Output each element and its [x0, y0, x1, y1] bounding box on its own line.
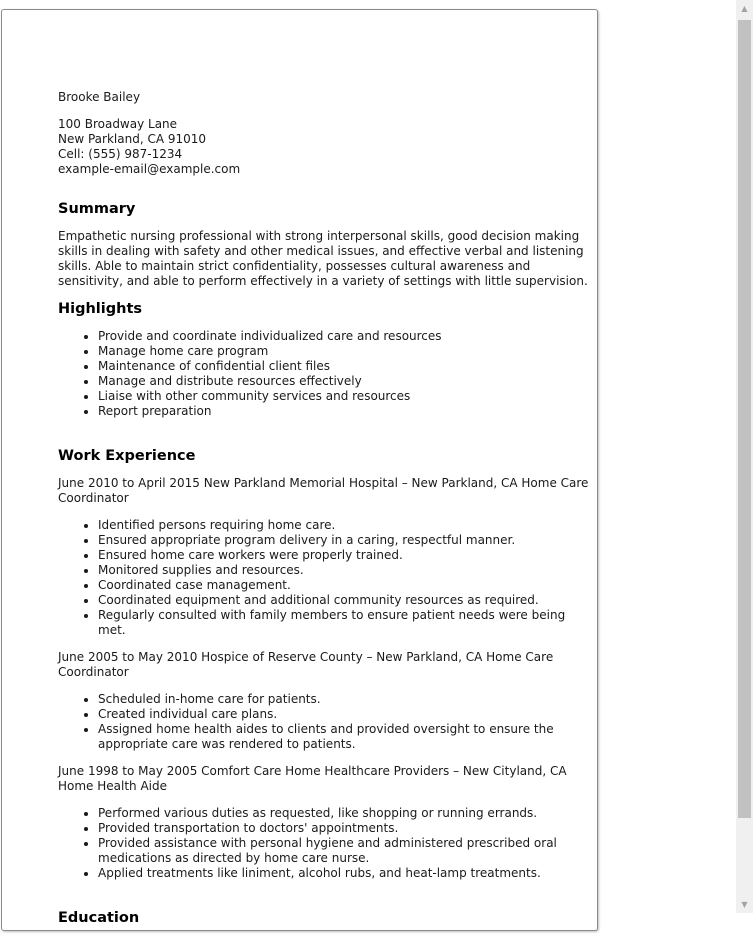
list-item: • Manage home care program: [98, 344, 590, 359]
job-bullets: [58, 518, 590, 638]
summary-text: Empathetic nursing professional with strong interpersonal skills, good decision making skills in dealing with safety and other medical issues, and effective verbal and listening skills. Able to maintain strict confidentiality, possesses cultural awareness and sensitivity, and able to perform effectively in a variety of settings with little supervision.: [58, 229, 588, 288]
scroll-up-arrow-icon[interactable]: ▲: [741, 4, 748, 13]
list-item: • Provided assistance with personal hygiene and administered prescribed oral medications as directed by home care nurse.: [98, 836, 590, 866]
highlights-list: [58, 329, 590, 419]
contact-city: New Parkland, CA 91010: [58, 132, 207, 146]
list-item: • Ensured appropriate program delivery in a caring, respectful manner.: [98, 533, 590, 548]
contact-info: [58, 117, 590, 177]
list-item: • Applied treatments like liniment, alcohol rubs, and heat-lamp treatments.: [98, 866, 590, 881]
list-item: • Provided transportation to doctors' appointments.: [98, 821, 590, 836]
list-item: • Manage and distribute resources effectively: [98, 374, 590, 389]
list-item: • Coordinated equipment and additional community resources as required.: [98, 593, 590, 608]
job-header: June 2005 to May 2010 Hospice of Reserve County – New Parkland, CA Home Care Coordinator: [58, 650, 554, 679]
vertical-scrollbar[interactable]: [736, 0, 753, 913]
job-header: June 1998 to May 2005 Comfort Care Home Healthcare Providers – New Cityland, CA Home Health Aide: [58, 764, 567, 793]
list-item: • Regularly consulted with family members to ensure patient needs were being met.: [98, 608, 590, 638]
job-bullets: [58, 692, 590, 752]
list-item: • Scheduled in-home care for patients.: [98, 692, 590, 707]
list-item: • Identified persons requiring home care.: [98, 518, 590, 533]
resume-page: [1, 9, 598, 931]
resume-content: [58, 90, 590, 938]
scroll-down-arrow-icon[interactable]: ▼: [741, 900, 748, 909]
list-item: • Ensured home care workers were properly trained.: [98, 548, 590, 563]
work-experience-heading: Work Experience: [58, 448, 196, 464]
list-item: • Assigned home health aides to clients and provided oversight to ensure the appropriate care was rendered to patients.: [98, 722, 590, 752]
education-heading: Education: [58, 910, 140, 926]
highlights-heading: Highlights: [58, 301, 143, 317]
summary-heading: Summary: [58, 201, 136, 217]
contact-street: 100 Broadway Lane: [58, 117, 178, 131]
list-item: • Performed various duties as requested, like shopping or running errands.: [98, 806, 590, 821]
job-header: June 2010 to April 2015 New Parkland Memorial Hospital – New Parkland, CA Home Care Coordinator: [58, 476, 589, 505]
list-item: • Coordinated case management.: [98, 578, 590, 593]
list-item: • Provide and coordinate individualized care and resources: [98, 329, 590, 344]
candidate-name: Brooke Bailey: [58, 90, 141, 104]
job-bullets: [58, 806, 590, 881]
scrollbar-thumb[interactable]: [738, 20, 751, 818]
contact-email: example-email@example.com: [58, 162, 241, 176]
list-item: • Created individual care plans.: [98, 707, 590, 722]
list-item: • Monitored supplies and resources.: [98, 563, 590, 578]
contact-phone: Cell: (555) 987-1234: [58, 147, 183, 161]
list-item: • Liaise with other community services and resources: [98, 389, 590, 404]
list-item: • Report preparation: [98, 404, 590, 419]
list-item: • Maintenance of confidential client files: [98, 359, 590, 374]
